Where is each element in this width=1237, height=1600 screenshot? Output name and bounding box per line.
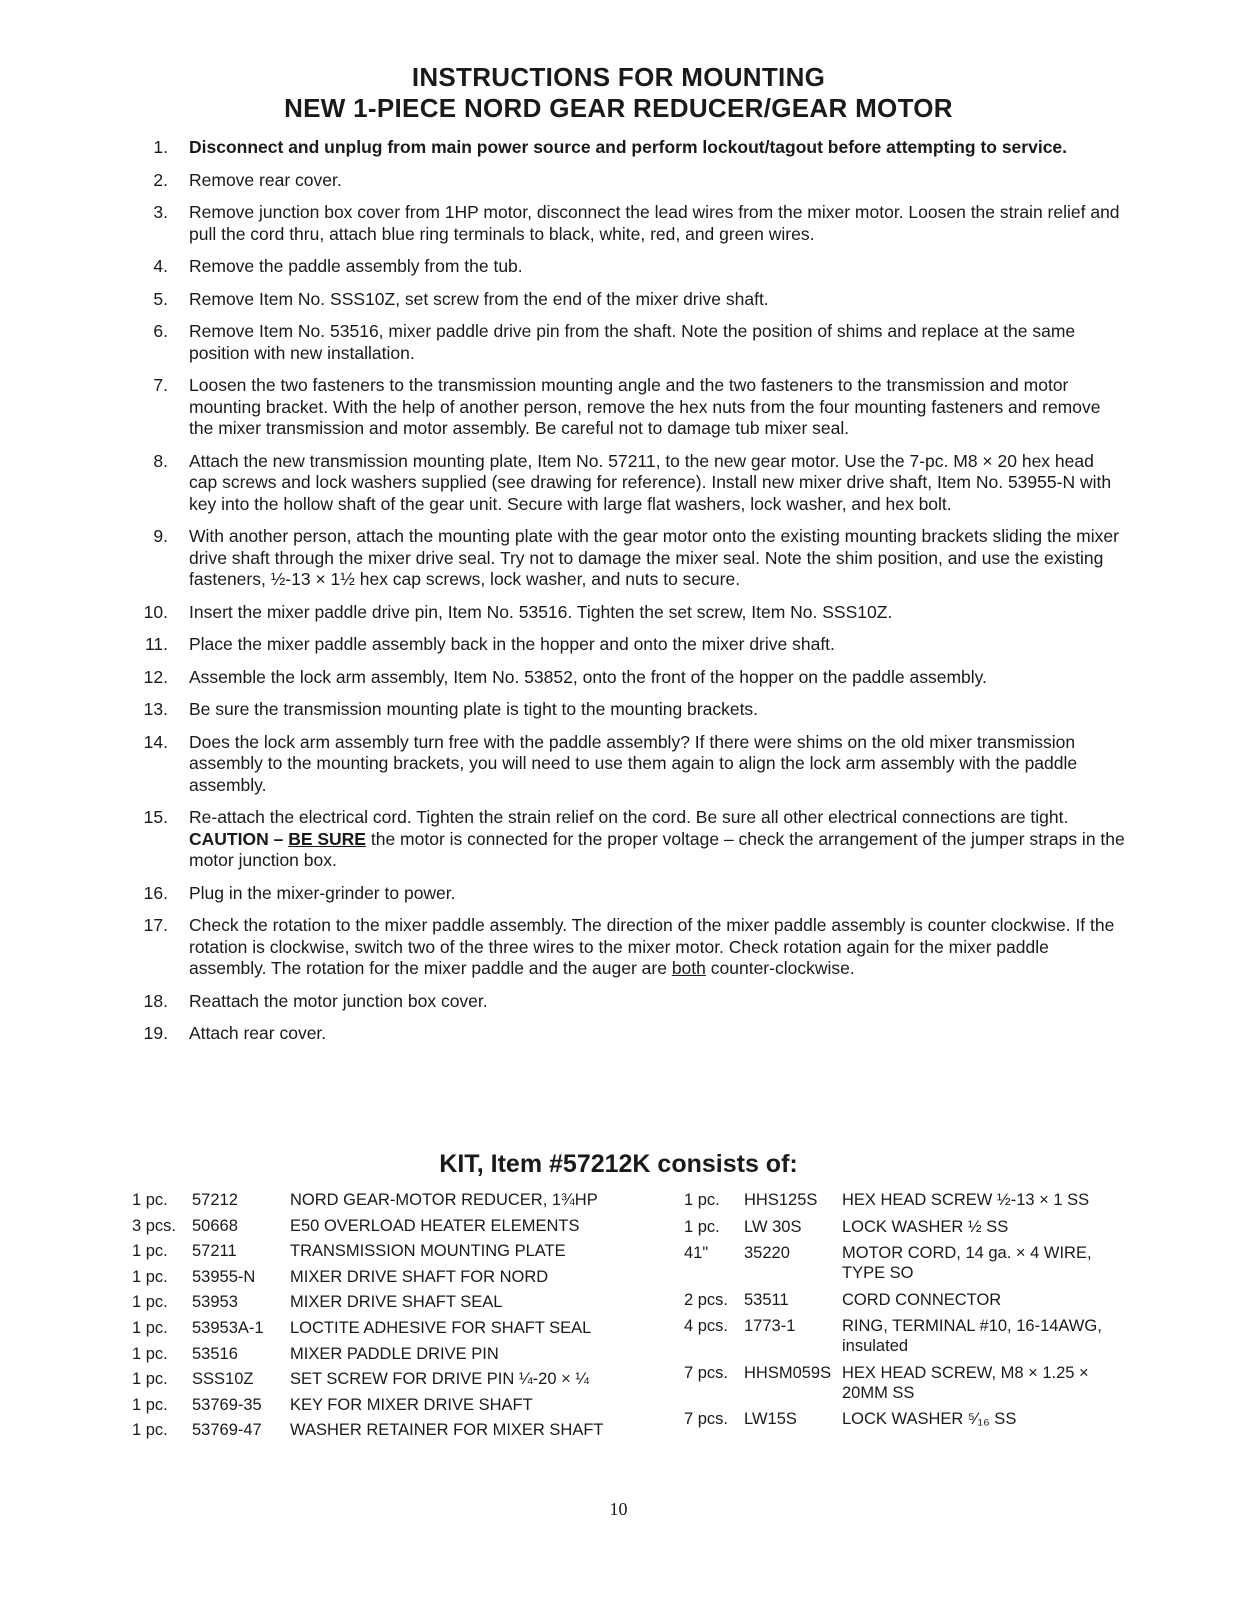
step-item (130, 451, 1125, 516)
kit-code: LW15S (744, 1410, 797, 1428)
kit-code: 53953A-1 (192, 1318, 264, 1337)
step-text: Remove Item No. SSS10Z, set screw from the end of the mixer drive shaft. (189, 288, 769, 309)
kit-row (132, 1420, 632, 1440)
step-item (130, 289, 1125, 311)
caution-text: the motor is connected for the proper voltage – check the arrangement of the jumper straps in the motor junction box. (189, 828, 1125, 870)
step-number: 12. (143, 666, 168, 687)
step-item (130, 991, 1125, 1013)
step-item (130, 634, 1125, 656)
kit-qty: 1 pc. (132, 1191, 168, 1209)
step-item (130, 321, 1125, 364)
kit-desc: LOCTITE ADHESIVE FOR SHAFT SEAL (290, 1318, 592, 1337)
kit-qty: 7 pcs. (684, 1410, 729, 1428)
kit-code: 53953 (192, 1293, 238, 1312)
kit-qty: 3 pcs. (132, 1216, 177, 1235)
kit-qty: 1 pc. (132, 1242, 168, 1261)
kit-desc: LOCK WASHER ⁵⁄₁₆ SS (842, 1410, 1017, 1428)
kit-row (132, 1344, 632, 1364)
step-number: 3. (153, 202, 168, 222)
kit-parts-list-right (684, 1190, 1134, 1436)
kit-row (132, 1241, 632, 1261)
step-text: Re-attach the electrical cord. Tighten the strain relief on the cord. Be sure all other electrical connections are tight. (189, 807, 1069, 827)
kit-title: KIT, Item #57212K consists of: (439, 1150, 798, 1178)
step-number: 4. (153, 256, 168, 276)
kit-qty: 4 pcs. (684, 1317, 729, 1335)
kit-desc: WASHER RETAINER FOR MIXER SHAFT (290, 1421, 604, 1440)
kit-code: HHSM059S (744, 1363, 832, 1382)
step-number: 19. (143, 1023, 168, 1043)
step-text: Attach rear cover. (189, 1023, 327, 1043)
kit-code: LW 30S (744, 1217, 802, 1236)
caution-label: CAUTION – (189, 828, 289, 849)
kit-row (132, 1216, 632, 1236)
kit-code: 1773-1 (744, 1317, 796, 1335)
step-text: Does the lock arm assembly turn free with the paddle assembly? If there were shims on the old mixer transmission assembly to the mounting brackets, you will need to use them again to align the lock arm assembly with the paddle assembly. (189, 731, 1078, 795)
kit-qty: 1 pc. (132, 1370, 168, 1389)
kit-desc: KEY FOR MIXER DRIVE SHAFT (290, 1395, 533, 1414)
kit-desc: MIXER PADDLE DRIVE PIN (290, 1344, 499, 1363)
kit-code: 53516 (192, 1344, 238, 1363)
step-item (130, 170, 1125, 192)
kit-desc: MIXER DRIVE SHAFT SEAL (290, 1293, 503, 1312)
kit-code: 53769-47 (192, 1421, 262, 1440)
step-number: 17. (143, 915, 168, 935)
step-item (130, 732, 1125, 797)
step-text: Be sure the transmission mounting plate is tight to the mounting brackets. (189, 699, 759, 719)
kit-qty: 1 pc. (132, 1395, 168, 1414)
kit-row (132, 1190, 632, 1210)
step-text: Assemble the lock arm assembly, Item No. 53852, onto the front of the hopper on the paddle assembly. (189, 666, 987, 687)
kit-code: 50668 (192, 1216, 238, 1235)
kit-code: SSS10Z (192, 1370, 254, 1389)
kit-desc: CORD CONNECTOR (842, 1290, 1002, 1309)
kit-desc: E50 OVERLOAD HEATER ELEMENTS (290, 1216, 580, 1235)
kit-row (684, 1190, 1134, 1210)
step-text: Check the rotation to the mixer paddle assembly. The direction of the mixer paddle assembly is counter clockwise. If the rotation is clockwise, switch two of the three wires to the mixer motor. Check rotation again for the mixer paddle assembly. The rotation for the mixer paddle and the auger are (189, 915, 1115, 978)
kit-row (132, 1267, 632, 1287)
step-number: 7. (153, 375, 168, 395)
kit-row (132, 1369, 632, 1389)
kit-desc: TRANSMISSION MOUNTING PLATE (290, 1242, 566, 1261)
page-title-line-1: INSTRUCTIONS FOR MOUNTING (411, 62, 826, 92)
step-item (130, 256, 1125, 278)
step-text: Remove junction box cover from 1HP motor, disconnect the lead wires from the mixer motor. Loosen the strain relief and pull the cord thru, attach blue ring terminals to black, white, red, and green wires. (189, 202, 1120, 244)
step-number: 9. (153, 526, 168, 546)
kit-parts-list-left (132, 1190, 632, 1446)
step-text: Loosen the two fasteners to the transmission mounting angle and the two fasteners to the transmission and motor mounting bracket. With the help of another person, remove the hex nuts from the four mounting fasteners and remove the mixer transmission and motor assembly. Be careful not to damage tub mixer seal. (189, 375, 1101, 438)
step-number: 10. (143, 601, 168, 622)
kit-row (684, 1243, 1134, 1283)
step-text: Plug in the mixer-grinder to power. (189, 882, 456, 903)
kit-row (684, 1363, 1134, 1403)
step-item (130, 699, 1125, 721)
kit-code: 35220 (744, 1244, 790, 1262)
step-text: Attach the new transmission mounting plate, Item No. 57211, to the new gear motor. Use the 7-pc. M8 × 20 hex head cap screws and lock washers supplied (see drawing for reference). Install new mixer drive shaft, Item No. 53955-N with key into the hollow shaft of the gear unit. Secure with large flat washers, lock washer, and hex bolt. (189, 450, 1112, 514)
step-text: Remove Item No. 53516, mixer paddle drive pin from the shaft. Note the position of shims and replace at the same position with new installation. (189, 321, 1076, 363)
kit-desc: MOTOR CORD, 14 ga. × 4 WIRE, TYPE SO (842, 1244, 1092, 1282)
kit-qty: 1 pc. (132, 1421, 168, 1440)
step-item (130, 915, 1125, 980)
step-item (130, 526, 1125, 591)
kit-code: 57211 (192, 1242, 237, 1261)
kit-code: 53511 (744, 1290, 789, 1309)
step-number: 5. (153, 288, 168, 309)
step-number: 15. (143, 807, 168, 827)
step-item (130, 202, 1125, 245)
step-text: Reattach the motor junction box cover. (189, 990, 488, 1011)
step-text: Remove the paddle assembly from the tub. (189, 256, 523, 276)
kit-desc: HEX HEAD SCREW ½-13 × 1 SS (842, 1191, 1090, 1209)
caution-emphasis: BE SURE (288, 828, 366, 849)
step-number: 1. (153, 137, 168, 157)
step-text: Place the mixer paddle assembly back in the hopper and onto the mixer drive shaft. (189, 634, 835, 654)
step-text: Disconnect and unplug from main power source and perform lockout/tagout before attempting to service. (189, 137, 1068, 157)
kit-desc: SET SCREW FOR DRIVE PIN ¼-20 × ¼ (290, 1370, 590, 1389)
step-item (130, 667, 1125, 689)
step-number: 2. (153, 169, 168, 190)
kit-row (684, 1316, 1134, 1356)
kit-row (132, 1395, 632, 1415)
kit-row (684, 1217, 1134, 1237)
step-number: 8. (153, 450, 168, 471)
step-item (130, 602, 1125, 624)
step-text-end: counter-clockwise. (705, 958, 855, 978)
step-item (130, 137, 1125, 159)
step-number: 16. (143, 882, 168, 903)
step-item (130, 1023, 1125, 1045)
step-number: 6. (153, 321, 168, 341)
kit-qty: 1 pc. (684, 1217, 720, 1236)
kit-desc: NORD GEAR-MOTOR REDUCER, 1¾HP (290, 1191, 598, 1209)
kit-row (684, 1290, 1134, 1310)
kit-code: 53769-35 (192, 1395, 262, 1414)
step-text: With another person, attach the mounting plate with the gear motor onto the existing mounting brackets sliding the mixer drive shaft through the mixer drive seal. Try not to damage the mixer seal. Note the shim position, and use the existing fasteners, ½-13 × 1½ hex cap screws, lock washer, and nuts to secure. (189, 526, 1119, 589)
step-item (130, 807, 1125, 872)
step-number: 18. (143, 990, 168, 1011)
kit-desc: LOCK WASHER ½ SS (842, 1217, 1009, 1236)
step-text: Remove rear cover. (189, 169, 342, 190)
kit-desc: HEX HEAD SCREW, M8 × 1.25 × 20MM SS (842, 1363, 1089, 1402)
kit-desc: RING, TERMINAL #10, 16-14AWG, insulated (842, 1317, 1102, 1355)
step-item (130, 883, 1125, 905)
step-number: 14. (143, 731, 168, 752)
kit-qty: 1 pc. (684, 1191, 720, 1209)
kit-code: 57212 (192, 1191, 238, 1209)
kit-code: 53955-N (192, 1267, 256, 1286)
kit-desc: MIXER DRIVE SHAFT FOR NORD (290, 1267, 549, 1286)
step-underlined-word: both (671, 958, 706, 978)
kit-qty: 1 pc. (132, 1293, 168, 1312)
kit-code: HHS125S (744, 1191, 818, 1209)
step-number: 11. (144, 634, 168, 654)
kit-qty: 1 pc. (132, 1344, 168, 1363)
page-number: 10 (609, 1499, 628, 1519)
step-item (130, 375, 1125, 440)
instruction-steps (130, 137, 1125, 1056)
kit-qty: 1 pc. (132, 1267, 168, 1286)
page-title-line-2: NEW 1-PIECE NORD GEAR REDUCER/GEAR MOTOR (284, 93, 953, 123)
kit-row (684, 1409, 1134, 1429)
kit-qty: 1 pc. (132, 1318, 168, 1337)
step-text: Insert the mixer paddle drive pin, Item No. 53516. Tighten the set screw, Item No. SSS10Z. (189, 601, 893, 622)
kit-row (132, 1318, 632, 1338)
step-number: 13. (143, 699, 168, 719)
kit-qty: 7 pcs. (684, 1363, 729, 1382)
kit-row (132, 1292, 632, 1312)
kit-qty: 2 pcs. (684, 1290, 729, 1309)
kit-qty: 41" (684, 1244, 709, 1262)
